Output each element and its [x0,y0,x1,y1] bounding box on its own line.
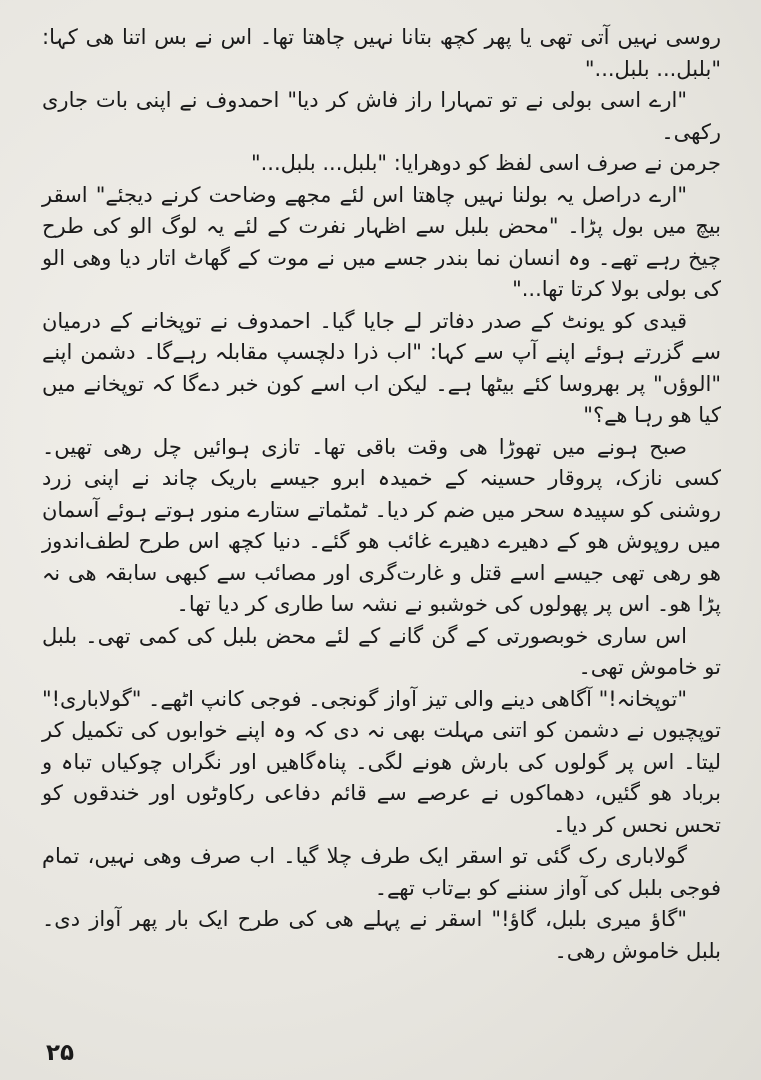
paragraph-9: گولاباری رک گئی تو اسقر ایک طرف چلا گیا۔ اب صرف وھی نہیں، تمام فوجی بلبل کی آواز سننے کو بےتاب تھے۔ [42,844,721,900]
paragraph-1: روسی نہیں آتی تھی یا پھر کچھ بتانا نہیں چاھتا تھا۔ اس نے بس اتنا ھی کہا: "بلبل... بلبل..." [42,25,721,81]
paragraph-4: "ارے دراصل یہ بولنا نہیں چاھتا اس لئے مجھے وضاحت کرنے دیجئے" اسقر بیچ میں بول پڑا۔ "محض بلبل سے اظہار نفرت کے لئے یہ لوگ الو کی طرح چیخ رہے تھے۔ وہ انسان نما بندر جسے میں نے موت کے گھاٹ اتار دیا وھی الو کی بولی بولا کرتا تھا..." [42,182,721,301]
paragraph-2: "ارے اسی بولی نے تو تمہارا راز فاش کر دیا" احمدوف نے اپنی بات جاری رکھی۔ [42,88,721,144]
page-body-text [42,22,721,967]
paragraph-7: اس ساری خوبصورتی کے گن گانے کے لئے محض بلبل کی کمی تھی۔ بلبل تو خاموش تھی۔ [42,623,721,679]
paragraph-8: "توپخانہ!" آگاھی دینے والی تیز آواز گونجی۔ فوجی کانپ اٹھے۔ "گولاباری!" توپچیوں نے دشمن کو اتنی مہلت بھی نہ دی کہ وہ اپنے خوابوں کی تکمیل کر لیتا۔ اس پر گولوں کی بارش ھونے لگی۔ پناہ‌گاھیں اور نگراں چوکیاں تباہ و برباد ھو گئیں، دھماکوں نے عرصے سے قائم دفاعی رکاوٹوں اور خندقوں کو تحس نحس کر دیا۔ [41,686,721,837]
paragraph-3: جرمن نے صرف اسی لفظ کو دوھرایا: "بلبل... بلبل..." [250,151,721,175]
paragraph-6: صبح ہونے میں تھوڑا ھی وقت باقی تھا۔ تازی ہوائیں چل رھی تھیں۔ کسی نازک، پروقار حسینہ کے خمیدہ ابرو جیسے باریک چاند نے اپنی زرد روشنی کو سپیدہ سحر میں ضم کر دیا۔ ٹمٹماتے ستارے منور ہوتے ہوئے آسمان میں روپوش ھو کے دھیرے دھیرے غائب ھو گئے۔ دنیا کچھ اس طرح لطف‌اندوز ھو رھی تھی جیسے اسے قتل و غارت‌گری اور مصائب سے کبھی سابقہ ھی نہ پڑا ھو۔ اس پر پھولوں کی خوشبو نے نشہ سا طاری کر دیا تھا۔ [42,434,721,616]
paragraph-5: قیدی کو یونٹ کے صدر دفاتر لے جایا گیا۔ احمدوف نے توپخانے کے درمیان سے گزرتے ہوئے اپنے آپ سے کہا: "اب ذرا دلچسپ مقابلہ رہےگا۔ دشمن اپنے "الوؤں" پر بھروسا کئے بیٹھا ہے۔ لیکن اب اسے کون خبر دےگا کہ توپخانے میں کیا ھو رہا ھے؟" [42,308,721,427]
paragraph-10: "گاؤ میری بلبل، گاؤ!" اسقر نے پہلے ھی کی طرح ایک بار پھر آواز دی۔ بلبل خاموش رھی۔ [42,907,721,963]
page-number: ۲۵ [46,1040,75,1066]
